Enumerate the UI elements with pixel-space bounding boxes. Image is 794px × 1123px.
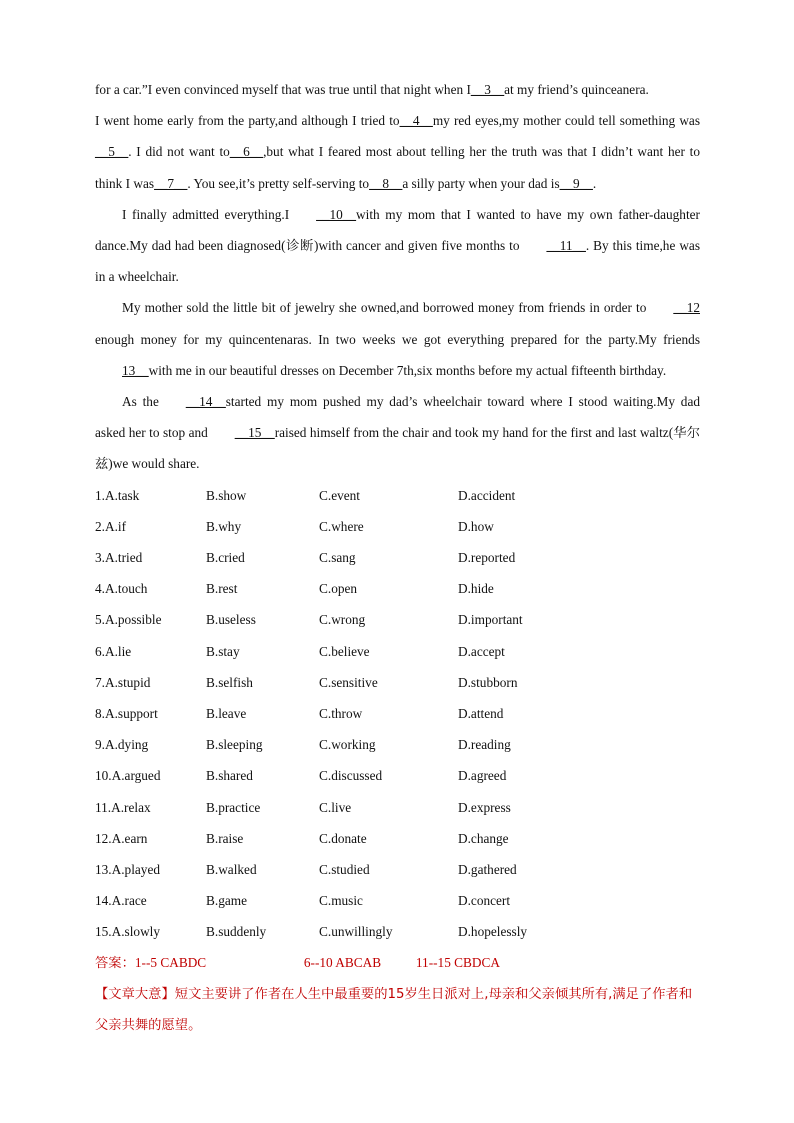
- passage-text: My mother sold the little bit of jewelry she owned,and borrowed money from friends in order to: [122, 300, 647, 316]
- blank: __7__: [154, 175, 188, 191]
- option-b: B.game: [206, 893, 247, 909]
- option-b: B.cried: [206, 550, 245, 566]
- option-b: B.raise: [206, 830, 244, 846]
- option-d: D.hide: [458, 581, 494, 597]
- option-a: 9.A.dying: [95, 737, 149, 753]
- passage-text: ,but what I feared most about telling her the truth was that I didn’t want her to think I was: [95, 144, 701, 191]
- question-row: [95, 636, 700, 667]
- option-d: D.change: [458, 830, 509, 846]
- blank: __4__: [399, 113, 433, 129]
- option-b: B.walked: [206, 861, 257, 877]
- blank: __5__: [95, 144, 129, 160]
- option-a: 3.A.tried: [95, 550, 143, 566]
- passage-text: my red eyes,my mother could tell something was: [432, 113, 701, 129]
- option-c: C.unwillingly: [319, 924, 393, 940]
- blank: __11__: [546, 238, 586, 254]
- option-c: C.donate: [319, 830, 367, 846]
- blank: __9__: [559, 175, 593, 191]
- option-a: 12.A.earn: [95, 830, 148, 846]
- option-a: 10.A.argued: [95, 768, 161, 784]
- question-row: [95, 792, 700, 823]
- option-c: C.wrong: [319, 612, 366, 628]
- passage-text: . By this time,he was in a wheelchair.: [95, 238, 700, 285]
- option-b: B.selfish: [206, 674, 253, 690]
- option-d: D.important: [458, 612, 523, 628]
- option-d: D.hopelessly: [458, 924, 528, 940]
- passage-paragraph: [95, 105, 700, 199]
- option-b: B.leave: [206, 705, 247, 721]
- passage-text: I finally admitted everything.I: [122, 206, 290, 222]
- blank: __8__: [369, 175, 403, 191]
- answer-group-1: 1--5 CABDC: [134, 955, 207, 971]
- question-row: [95, 542, 700, 573]
- option-d: D.agreed: [458, 768, 507, 784]
- option-b: B.show: [206, 487, 247, 503]
- question-row: [95, 916, 700, 947]
- answer-group-3: 11--15 CBDCA: [415, 955, 500, 971]
- option-b: B.stay: [206, 643, 240, 659]
- question-row: [95, 667, 700, 698]
- option-c: C.sang: [319, 550, 356, 566]
- document-page: [95, 74, 700, 1041]
- blank: __15__: [234, 425, 275, 441]
- option-d: D.accept: [458, 643, 505, 659]
- option-b: B.rest: [206, 581, 238, 597]
- option-b: B.why: [206, 518, 242, 534]
- passage-paragraph: [95, 292, 700, 386]
- blank: __3__: [470, 82, 505, 97]
- passage-summary: 【文章大意】短文主要讲了作者在人生中最重要的15岁生日派对上,母亲和父亲倾其所有,满足了作者和父亲共舞的愿望。: [95, 986, 693, 1033]
- option-d: D.how: [458, 518, 494, 534]
- blank: __14__: [185, 394, 226, 410]
- answer-group-2: 6--10 ABCAB: [303, 955, 382, 971]
- option-d: D.reading: [458, 737, 511, 753]
- option-b: B.practice: [206, 799, 261, 815]
- passage-paragraph: [95, 74, 700, 105]
- passage-text: I went home early from the party,and although I tried to: [95, 113, 400, 129]
- passage-text: with me in our beautiful dresses on December 7th,six months before my actual fifteenth birthday.: [148, 362, 667, 378]
- question-row: [95, 729, 700, 760]
- option-d: D.accident: [458, 487, 516, 503]
- option-c: C.music: [319, 893, 363, 909]
- option-c: C.working: [319, 737, 376, 753]
- passage-text: started my mom pushed my dad’s wheelchair toward where I stood waiting.My dad asked her to stop and: [95, 394, 700, 441]
- option-c: C.event: [319, 487, 360, 503]
- passage-text: for a car.”I even convinced myself that was true until that night when I: [95, 82, 471, 97]
- option-a: 5.A.possible: [95, 612, 162, 628]
- question-row: [95, 511, 700, 542]
- answer-key: [95, 947, 700, 978]
- passage-text: a silly party when your dad is: [402, 175, 560, 191]
- passage-text: .: [592, 175, 597, 191]
- question-row: [95, 698, 700, 729]
- question-row: [95, 480, 700, 511]
- option-b: B.sleeping: [206, 737, 263, 753]
- answer-label: 答案：: [95, 955, 135, 971]
- option-a: 14.A.race: [95, 893, 147, 909]
- option-a: 11.A.relax: [95, 799, 151, 815]
- question-row: [95, 573, 700, 604]
- option-a: 4.A.touch: [95, 581, 148, 597]
- blank: 13__: [122, 362, 149, 378]
- passage-text: . You see,it’s pretty self-serving to: [187, 175, 370, 191]
- question-row: [95, 604, 700, 635]
- option-c: C.studied: [319, 861, 370, 877]
- option-d: D.gathered: [458, 861, 517, 877]
- passage-text: raised himself from the chair and took my hand for the first and last waltz(华尔兹)we would share.: [95, 425, 700, 472]
- option-a: 1.A.task: [95, 487, 140, 503]
- option-c: C.live: [319, 799, 352, 815]
- passage: [95, 74, 700, 480]
- passage-text: . I did not want to: [128, 144, 230, 160]
- option-a: 7.A.stupid: [95, 674, 151, 690]
- blank: __6__: [229, 144, 264, 160]
- question-row: [95, 823, 700, 854]
- question-row: [95, 885, 700, 916]
- passage-text: with my mom that I wanted to have my own father-daughter dance.My dad had been diagnosed(诊断)with cancer and given five months to: [95, 206, 700, 254]
- option-a: 15.A.slowly: [95, 924, 161, 940]
- option-d: D.express: [458, 799, 511, 815]
- option-b: B.useless: [206, 612, 256, 628]
- option-c: C.believe: [319, 643, 370, 659]
- option-d: D.attend: [458, 705, 504, 721]
- blank: __10__: [316, 206, 357, 222]
- option-b: B.suddenly: [206, 924, 267, 940]
- option-a: 8.A.support: [95, 705, 158, 721]
- option-a: 13.A.played: [95, 861, 160, 877]
- option-c: C.throw: [319, 705, 363, 721]
- option-c: C.where: [319, 518, 364, 534]
- passage-text: As the: [122, 394, 159, 410]
- blank: __12: [673, 300, 700, 316]
- question-row: [95, 760, 700, 791]
- passage-text: enough money for my quincentenaras. In two weeks we got everything prepared for the party.My friends: [95, 331, 700, 347]
- passage-paragraph: [95, 199, 700, 293]
- option-c: C.open: [319, 581, 358, 597]
- question-row: [95, 854, 700, 885]
- option-d: D.reported: [458, 550, 516, 566]
- passage-paragraph: [95, 386, 700, 480]
- options-list: [95, 480, 700, 948]
- option-d: D.stubborn: [458, 674, 518, 690]
- option-b: B.shared: [206, 768, 253, 784]
- option-a: 6.A.lie: [95, 643, 132, 659]
- option-c: C.sensitive: [319, 674, 378, 690]
- option-d: D.concert: [458, 893, 511, 909]
- option-c: C.discussed: [319, 768, 383, 784]
- option-a: 2.A.if: [95, 518, 127, 534]
- passage-text: at my friend’s quinceanera.: [504, 82, 649, 97]
